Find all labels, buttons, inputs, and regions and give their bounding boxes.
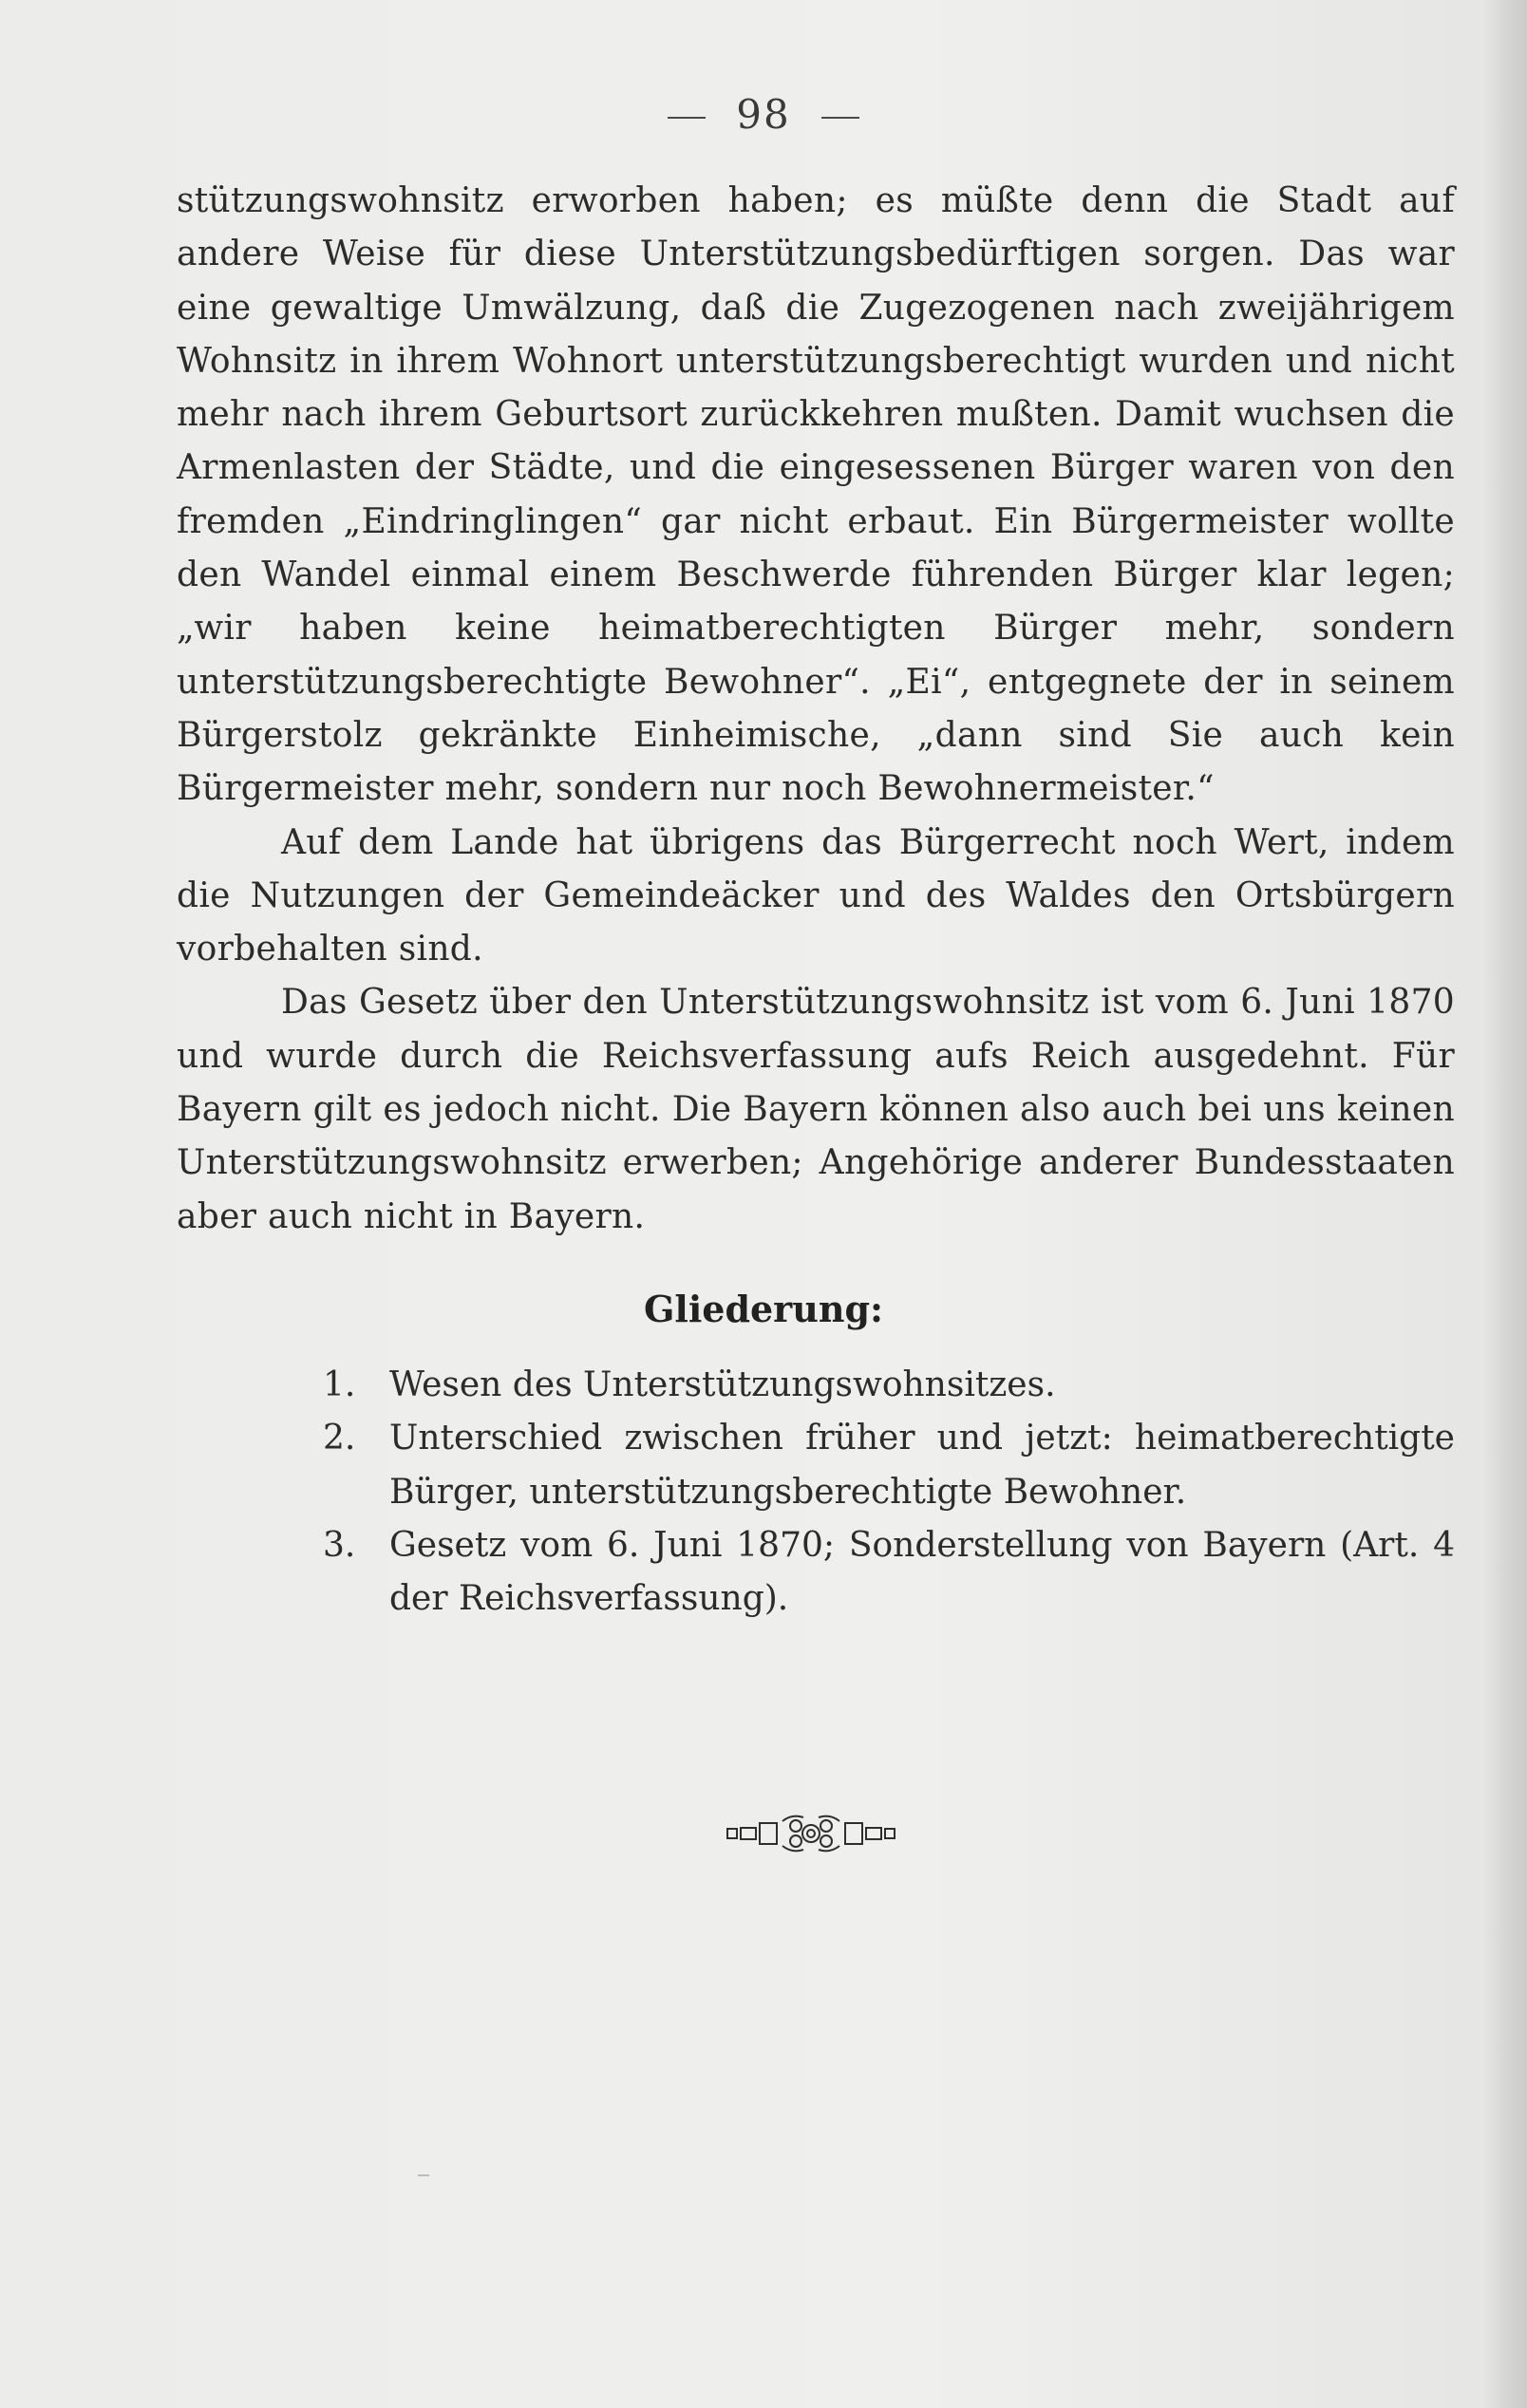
list-item-text: Gesetz vom 6. Juni 1870; Sonderstellung von Bayern (Art. 4 der Reichsverfassung). — [389, 1525, 1455, 1619]
paragraph-2: Auf dem Lande hat übrigens das Bürgerrecht noch Wert, indem die Nutzungen der Gemeindeäcker und des Waldes den Ortsbürgern vorbehalten sind. — [177, 822, 1455, 969]
scan-speck — [418, 2174, 429, 2176]
list-item-number: 3. — [323, 1525, 356, 1565]
header-dash-left — [668, 117, 706, 119]
paragraph-1: stützungswohnsitz erworben haben; es müßte denn die Stadt auf andere Weise für diese Unterstützungsbedürftigen sorgen. Das war eine gewaltige Umwälzung, daß die Zugezogenen nach zweijährigem Wohnsitz in ihrem Wohnort unterstützungsberechtigt wurden und nicht mehr nach ihrem Geburtsort zurückkehren mußten. Damit wuchsen die Armenlasten der Städte, und die eingesessenen Bürger waren von den fremden „Eindringlingen“ gar nicht erbaut. Ein Bürgermeister wollte den Wandel einmal einem Beschwerde führenden Bürger klar legen; „wir haben keine heimatberechtigten Bürger mehr, sondern unterstützungsberechtigte Bewohner“. „Ei“, entgegnete der in seinem Bürgerstolz gekränkte Einheimische, „dann sind Sie auch kein Bürgermeister mehr, sondern nur noch Bewohnermeister.“ — [177, 181, 1455, 809]
list-item-number: 1. — [323, 1365, 356, 1404]
list-item — [323, 1359, 1455, 1412]
page-number: 98 — [736, 91, 791, 138]
page-header — [0, 91, 1527, 138]
list-item — [323, 1519, 1455, 1627]
list-item-text: Wesen des Unterstützungswohnsitzes. — [389, 1365, 1056, 1404]
body-text — [177, 175, 1455, 1244]
list-item — [323, 1412, 1455, 1519]
ornament-divider-icon — [726, 1810, 896, 1857]
list-item-text: Unterschied zwischen früher und jetzt: heimatberechtigte Bürger, unterstützungsberechtigte Bewohner. — [389, 1419, 1455, 1512]
page-edge-shadow — [1485, 0, 1527, 2408]
section-heading: Gliederung: — [643, 1288, 884, 1330]
list-item-number: 2. — [323, 1419, 356, 1458]
paragraph-3: Das Gesetz über den Unterstützungswohnsitz ist vom 6. Juni 1870 und wurde durch die Reichsverfassung aufs Reich ausgedehnt. Für Bayern gilt es jedoch nicht. Die Bayern können also auch bei uns keinen Unterstützungswohnsitz erwerben; Angehörige anderer Bundesstaaten aber auch nicht in Bayern. — [177, 983, 1455, 1236]
header-dash-right — [821, 117, 859, 119]
outline-list — [323, 1359, 1455, 1626]
